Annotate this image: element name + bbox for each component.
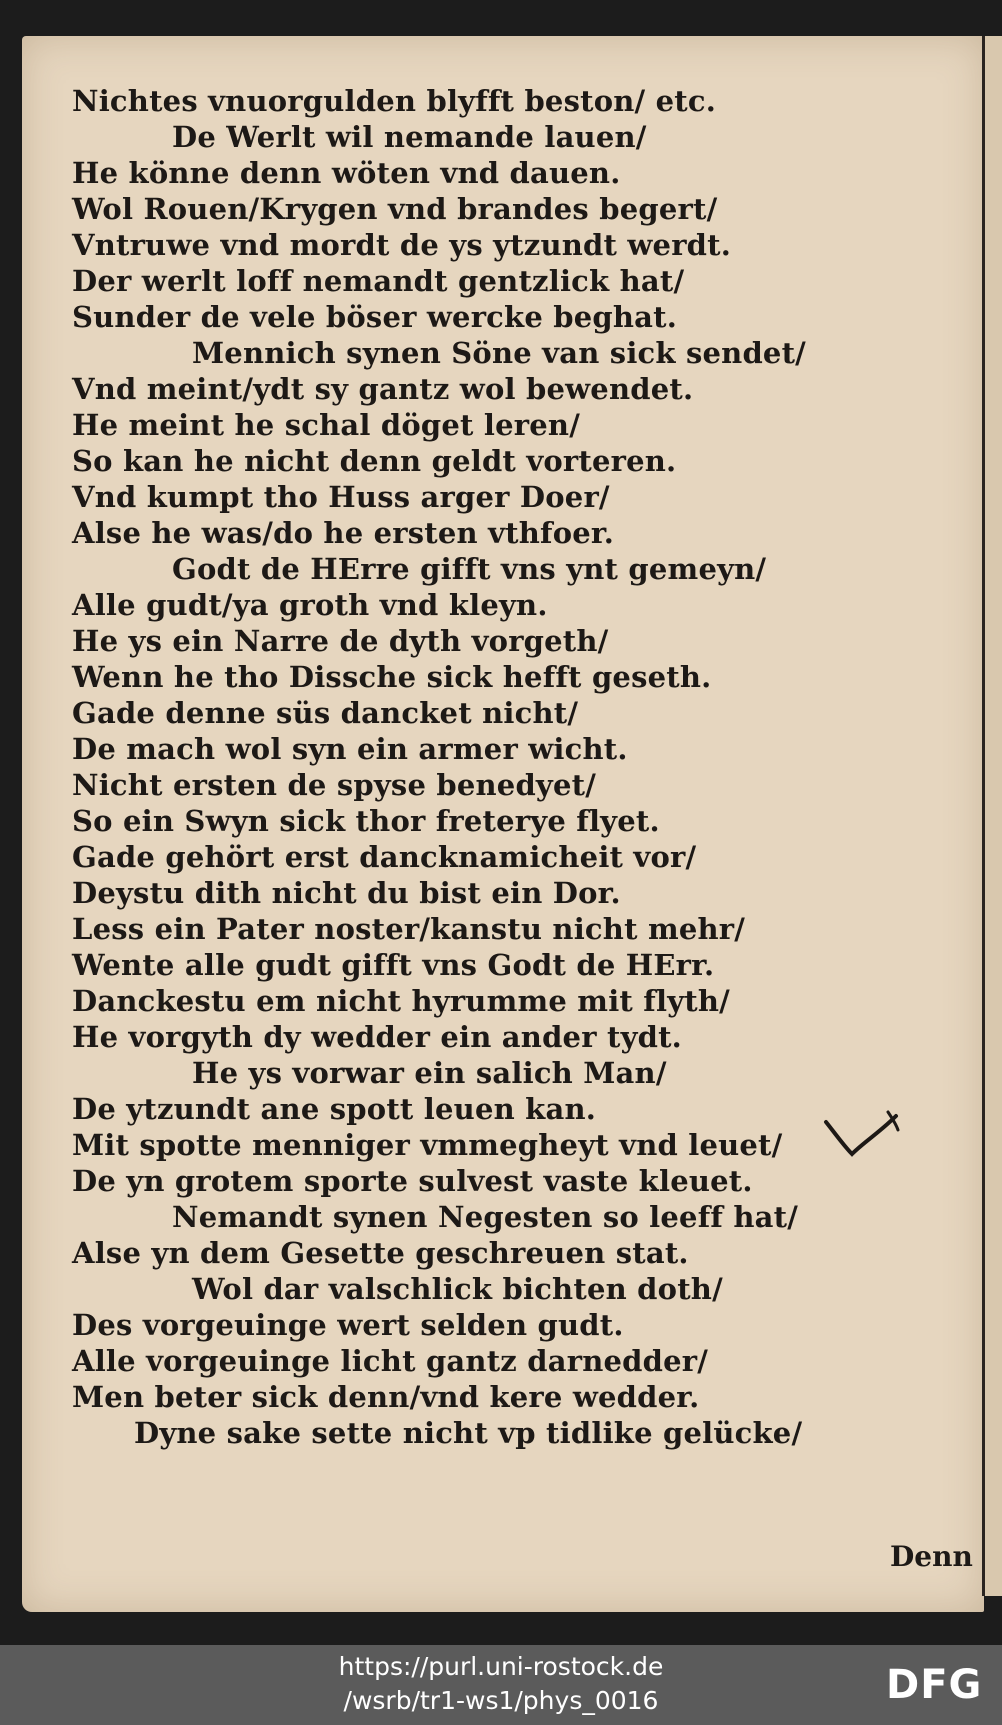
- text-line: Nichtes vnuorgulden blyfft beston/ etc.: [72, 84, 717, 118]
- text-line: Alse he was/do he ersten vthfoer.: [72, 516, 615, 550]
- text-line: He könne denn wöten vnd dauen.: [72, 156, 621, 190]
- text-line: He meint he schal döget leren/: [72, 408, 580, 442]
- catchword: Denn: [890, 1540, 973, 1573]
- text-line: Mit spotte menniger vmmegheyt vnd leuet/: [72, 1128, 783, 1162]
- text-line: Alle gudt/ya groth vnd kleyn.: [72, 588, 548, 622]
- text-line: Der werlt loff nemandt gentzlick hat/: [72, 264, 685, 298]
- text-line: Vnd meint/ydt sy gantz wol bewendet.: [72, 372, 694, 406]
- text-line: Wol dar valschlick bichten doth/: [192, 1272, 723, 1306]
- page-gutter: [982, 36, 1002, 1596]
- text-line: Sunder de vele böser wercke beghat.: [72, 300, 678, 334]
- text-line: Godt de HErre gifft vns ynt gemeyn/: [172, 552, 767, 586]
- text-line: He vorgyth dy wedder ein ander tydt.: [72, 1020, 682, 1054]
- text-line: De mach wol syn ein armer wicht.: [72, 732, 628, 766]
- text-line: De yn grotem sporte sulvest vaste kleuet.: [72, 1164, 753, 1198]
- text-line: Danckestu em nicht hyrumme mit flyth/: [72, 984, 730, 1018]
- text-line: Gade gehört erst dancknamicheit vor/: [72, 840, 697, 874]
- text-line: He ys ein Narre de dyth vorgeth/: [72, 624, 609, 658]
- text-line: De ytzundt ane spott leuen kan.: [72, 1092, 597, 1126]
- text-line: Wol Rouen/Krygen vnd brandes begert/: [72, 192, 718, 226]
- text-line: Mennich synen Söne van sick sendet/: [192, 336, 806, 370]
- text-line: Men beter sick denn/vnd kere wedder.: [72, 1380, 700, 1414]
- text-line: So kan he nicht denn geldt vorteren.: [72, 444, 677, 478]
- text-line: Alse yn dem Gesette geschreuen stat.: [72, 1236, 689, 1270]
- text-line: Less ein Pater noster/kanstu nicht mehr/: [72, 912, 746, 946]
- dfg-logo: DFG: [886, 1662, 983, 1708]
- checkmark-annotation-icon: [822, 1108, 902, 1168]
- text-line: Vntruwe vnd mordt de ys ytzundt werdt.: [72, 228, 732, 262]
- permalink-line-1[interactable]: https://purl.uni-rostock.de: [338, 1652, 664, 1681]
- text-line: Gade denne süs dancket nicht/: [72, 696, 579, 730]
- text-line: Alle vorgeuinge licht gantz darnedder/: [72, 1344, 709, 1378]
- text-line: De Werlt wil nemande lauen/: [172, 120, 647, 154]
- permalink-line-2[interactable]: /wsrb/tr1-ws1/phys_0016: [343, 1686, 659, 1715]
- text-line: Des vorgeuinge wert selden gudt.: [72, 1308, 624, 1342]
- text-block: [72, 82, 892, 1602]
- text-line: Deystu dith nicht du bist ein Dor.: [72, 876, 621, 910]
- text-line: Vnd kumpt tho Huss arger Doer/: [72, 480, 610, 514]
- viewer-footer: [0, 1645, 1002, 1725]
- text-line: Wenn he tho Dissche sick hefft geseth.: [72, 660, 712, 694]
- text-line: Nemandt synen Negesten so leeff hat/: [172, 1200, 799, 1234]
- text-line: Nicht ersten de spyse benedyet/: [72, 768, 597, 802]
- text-line: Wente alle gudt gifft vns Godt de HErr.: [72, 948, 715, 982]
- text-line: He ys vorwar ein salich Man/: [192, 1056, 667, 1090]
- text-line: So ein Swyn sick thor freterye flyet.: [72, 804, 660, 838]
- text-line: Dyne sake sette nicht vp tidlike gelücke/: [134, 1416, 803, 1450]
